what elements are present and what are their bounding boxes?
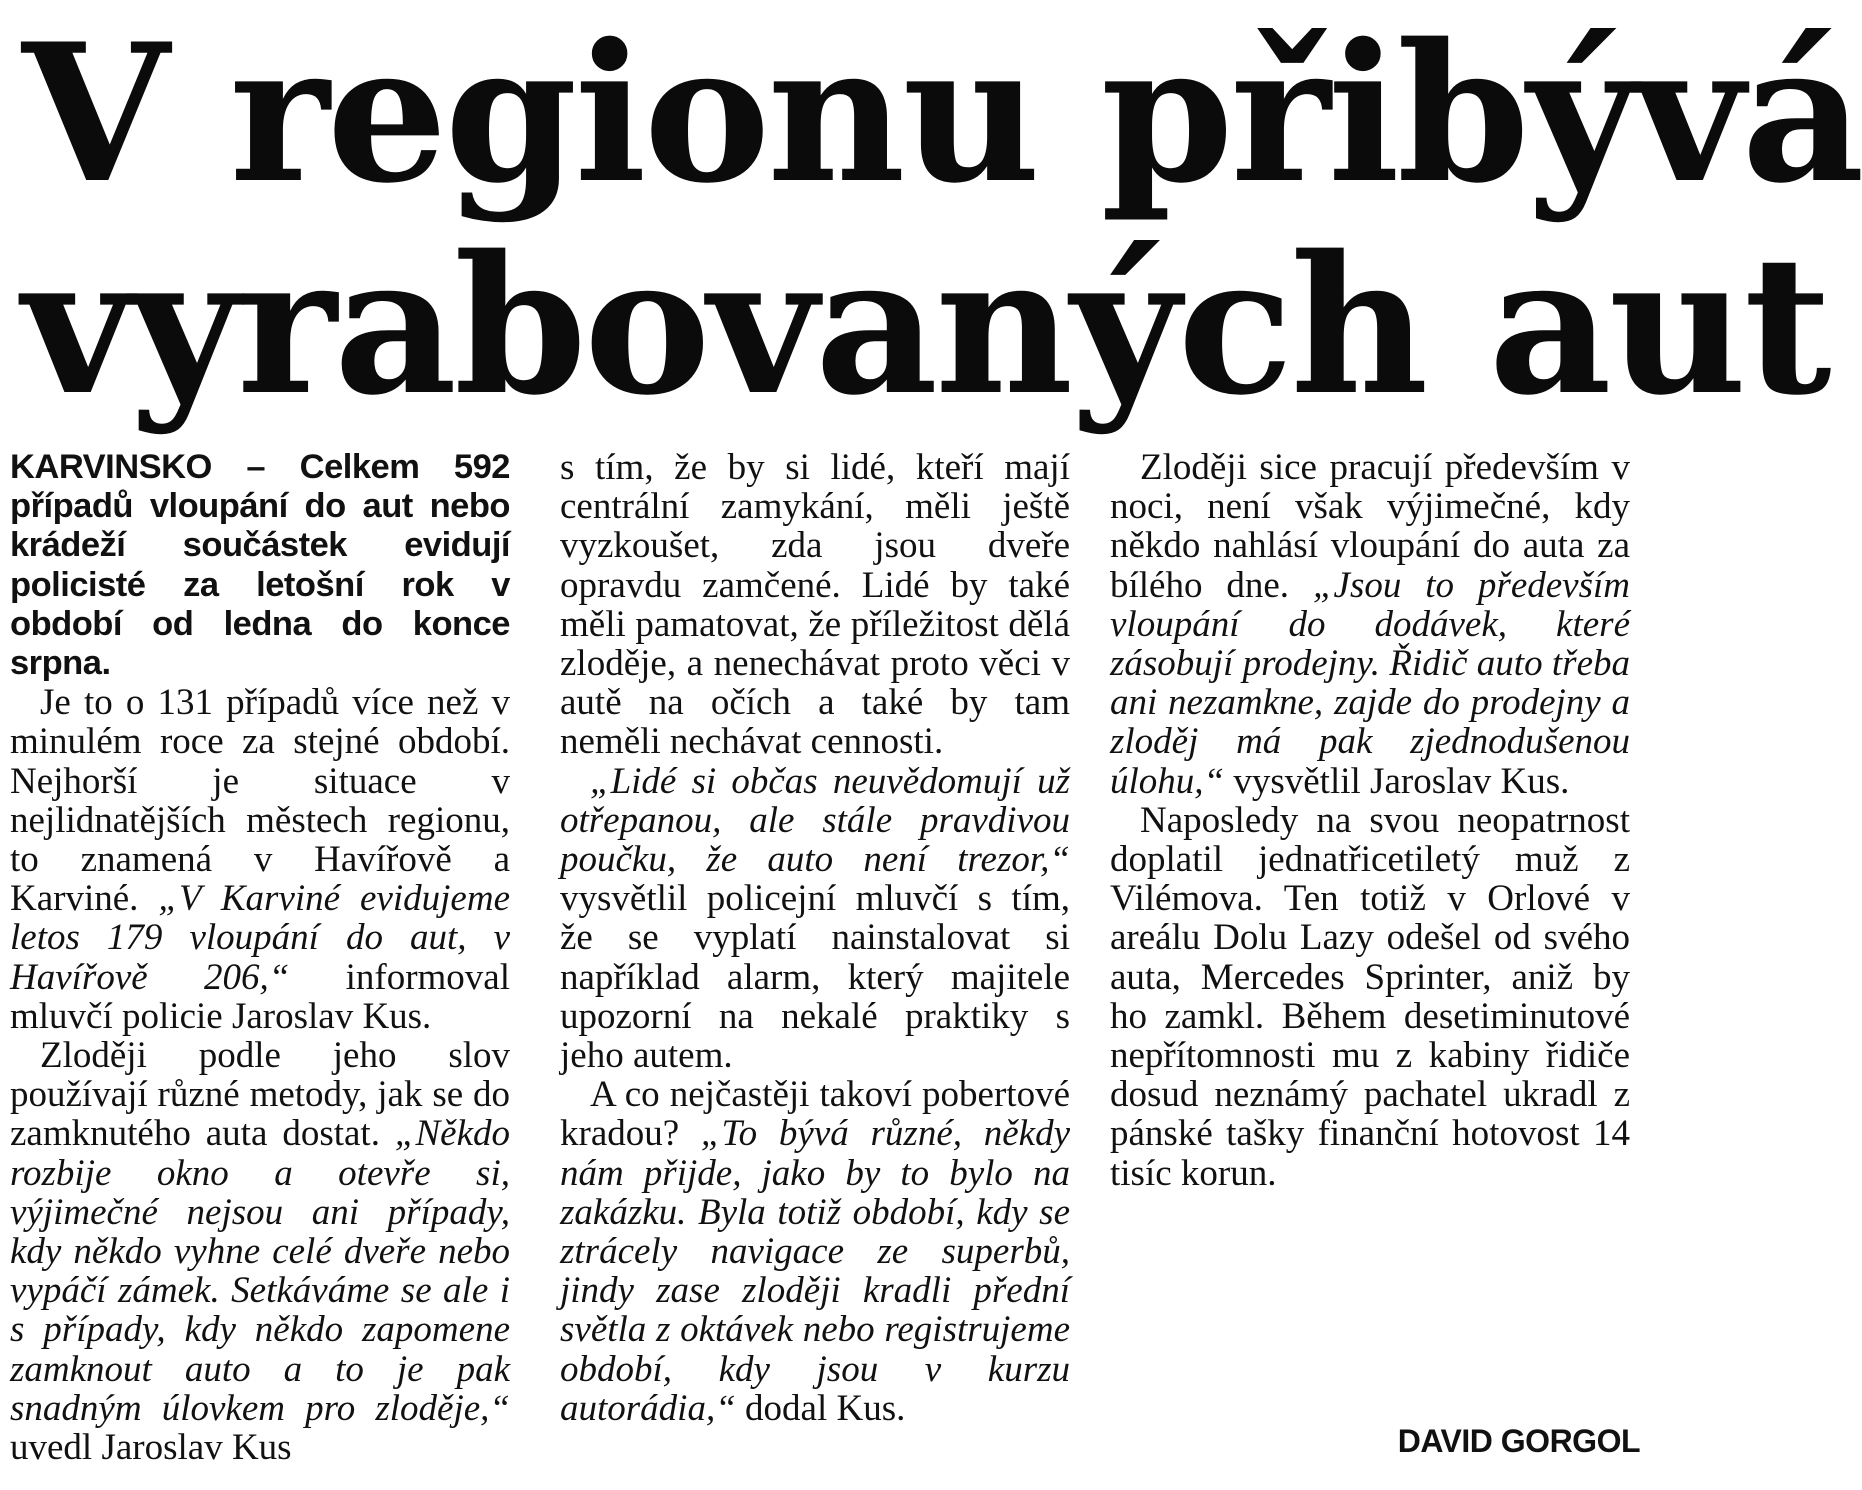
- paragraph-5: [560, 1075, 1070, 1428]
- paragraph-2-end: uvedl Jaroslav Kus: [10, 1427, 292, 1469]
- paragraph-2-text: Zloději podle jeho slov používají různé metody, jak se do zamknutého auta dostat.: [10, 1035, 510, 1155]
- article-column-2: [560, 448, 1070, 1483]
- paragraph-1-text: Je to o 131 případů více než v minulém roce za stejné období. Nejhorší je situace v nejlidnatějších městech regionu, to znamená v Havířově a Karviné.: [10, 682, 510, 920]
- paragraph-7: Naposledy na svou neopatrnost doplatil jednatřicetiletý muž z Vilémova. Ten totiž v Orlové v areálu Dolu Lazy odešel od svého auta, Mercedes Sprinter, aniž by ho zamkl. Během desetiminutové nepřítomnosti mu z kabiny řidiče dosud neznámý pachatel ukradl z pánské tašky finanční hotovost 14 tisíc korun.: [1110, 799, 1630, 1194]
- headline: [22, 2, 1862, 437]
- paragraph-2-quote: „Někdo rozbije okno a otevře si, výjimečné nejsou ani případy, kdy někdo vyhne celé dveře nebo vypáčí zámek. Setkáváme se ale i s případy, kdy někdo zapomene zamknout auto a to je pak snadným úlovkem pro zloděje,“: [10, 1113, 510, 1429]
- paragraph-6-quote: „Jsou to především vloupání do dodávek, které zásobují prodejny. Řidič auto třeba ani nezamkne, zajde do prodejny a zloděj má pak zjednodušenou úlohu,“: [1110, 564, 1630, 802]
- article-column-3: [1110, 448, 1630, 1483]
- paragraph-3: s tím, že by si lidé, kteří mají centrální zamykání, měli ještě vyzkoušet, zda jsou dveře opravdu zamčené. Lidé by také měli pamatovat, že příležitost dělá zloděje, a nenechávat proto věci v autě na očích a také by tam neměli nechávat cennosti.: [560, 447, 1070, 763]
- paragraph-5-text: A co nejčastěji takoví pobertové kradou?: [560, 1074, 1070, 1155]
- headline-line-2: vyrabovaných aut: [22, 214, 1829, 437]
- paragraph-1: [10, 683, 510, 1036]
- paragraph-5-quote: „To bývá různé, někdy nám přijde, jako by to bylo na zakázku. Byla totiž období, kdy se ztrácely navigace ze superbů, jindy zase zloději kradli přední světla z oktávek nebo registrujeme období, kdy jsou v kurzu autorádia,“: [560, 1113, 1071, 1429]
- paragraph-6: [1110, 448, 1630, 801]
- paragraph-5-end: dodal Kus.: [735, 1387, 906, 1429]
- paragraph-1-quote: „V Karviné evidujeme letos 179 vloupání do aut, v Havířově 206,“: [10, 878, 510, 998]
- paragraph-4-end: vysvětlil policejní mluvčí s tím, že se vyplatí nainstalovat si například alarm, který majitele upozorní na nekalé praktiky s jeho autem.: [560, 878, 1070, 1077]
- paragraph-6-end: vysvětlil Jaroslav Kus.: [1224, 760, 1570, 802]
- paragraph-1-end: informoval mluvčí policie Jaroslav Kus.: [10, 956, 510, 1037]
- paragraph-4-quote: „Lidé si občas neuvědomují už otřepanou, ale stále pravdivou poučku, že auto není trezor,“: [560, 760, 1070, 881]
- paragraph-2: [10, 1036, 510, 1467]
- headline-line-1: V regionu přibývá: [22, 2, 1862, 225]
- paragraph-4: [560, 762, 1070, 1076]
- article-column-1: [10, 448, 510, 1483]
- paragraph-6-text: Zloději sice pracují především v noci, není však výjimečné, kdy někdo nahlásí vloupání do auta za bílého dne.: [1110, 447, 1630, 606]
- byline: DAVID GORGOL: [1397, 1423, 1640, 1459]
- lead-paragraph: KARVINSKO – Celkem 592 případů vloupání do aut nebo krádeží součástek evidují policisté za letošní rok v období od ledna do konce srpna.: [10, 448, 510, 683]
